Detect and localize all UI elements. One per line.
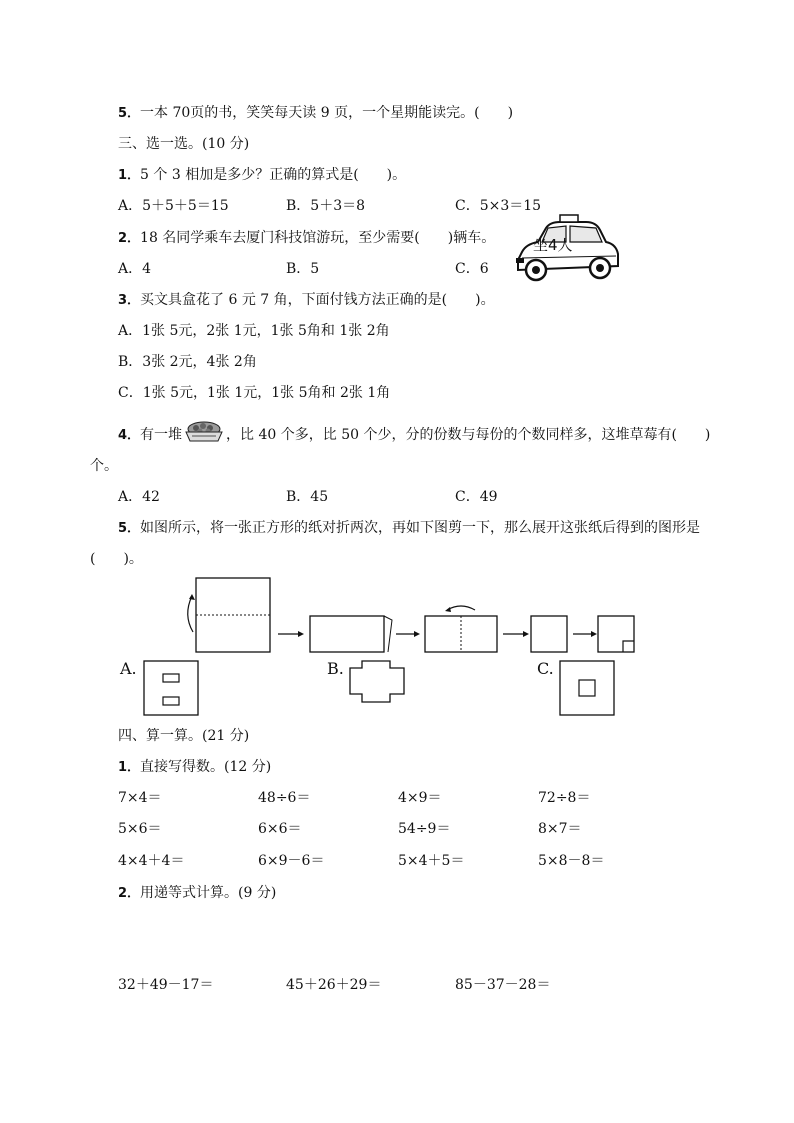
calc-question-1 [118,757,271,778]
calc-item: 5×6＝ [118,821,162,837]
question-text: 买文具盒花了 6 元 7 角，下面付钱方法正确的是( )。 [140,292,495,308]
question-number: 5． [118,521,141,536]
question-number: 1． [118,760,141,775]
calc-item: 72÷8＝ [538,790,591,806]
cut-square [598,616,634,652]
option-b[interactable]: B．5 [286,261,320,277]
step-calc-item: 32＋49－17＝ [118,977,214,993]
question-text: 如图所示，将一张正方形的纸对折两次，再如下图剪一下，那么展开这张纸后得到的图形是 [140,520,701,536]
step-calc-item: 85－37－28＝ [455,977,551,993]
calc-item: 5×4＋5＝ [398,853,465,869]
calc-question-2 [118,883,276,904]
option-b-label[interactable]: B. [327,659,344,678]
question-text-before: 有一堆 [140,427,183,443]
calc-item: 8×7＝ [538,821,582,837]
calc-item: 48÷6＝ [258,790,311,806]
question-number: 2． [118,231,141,246]
option-a[interactable]: A．1张 5元，2张 1元，1张 5角和 1张 2角 [118,323,390,339]
question-text: 用递等式计算。(9 分) [140,885,277,901]
question-text: 5 个 3 相加是多少？正确的算式是( )。 [140,167,407,183]
option-a[interactable]: A．4 [118,261,152,277]
option-a[interactable]: A．5＋5＋5＝15 [118,198,229,214]
option-c[interactable]: C．6 [455,261,489,277]
question-text: 一本 70页的书，笑笑每天读 9 页，一个星期能读完。( ) [140,105,514,121]
question-number: 1． [118,168,141,183]
question-text: 直接写得数。(12 分) [140,759,272,775]
option-c[interactable]: C．49 [455,489,498,505]
option-b[interactable]: B．5＋3＝8 [286,198,366,214]
option-b[interactable]: B．3张 2元，4张 2角 [118,354,257,370]
option-a[interactable]: A．42 [118,489,160,505]
calc-item: 4×4＋4＝ [118,853,185,869]
calc-item: 7×4＝ [118,790,162,806]
small-square [531,616,567,652]
question-number: 3． [118,293,141,308]
calc-item: 4×9＝ [398,790,442,806]
section-3-title: 三、选一选。(10 分) [118,136,250,152]
section-4-title: 四、算一算。(21 分) [118,728,250,744]
calc-item: 6×9－6＝ [258,853,325,869]
question-text-after: ，比 40 个多，比 50 个少，分的份数与每份的个数同样多，这堆草莓有( ) [226,427,711,443]
calc-item: 5×8－8＝ [538,853,605,869]
step-calc-item: 45＋26＋29＝ [286,977,382,993]
question-text: 18 名同学乘车去厦门科技馆游玩，至少需要( )辆车。 [140,230,496,246]
taxi-label: 坐4人 [533,236,573,254]
option-b[interactable]: B．45 [286,489,329,505]
option-c[interactable]: C．1张 5元，1张 1元，1张 5角和 2张 1角 [118,385,391,401]
question-number: 5． [118,106,141,121]
option-c[interactable]: C．5×3＝15 [455,198,542,214]
question-text-line2: 个。 [90,458,118,474]
option-b-figure [350,661,404,702]
option-a-label[interactable]: A. [120,659,137,678]
question-text-line2: ( )。 [90,551,143,567]
calc-item: 6×6＝ [258,821,302,837]
question-number: 2． [118,886,141,901]
question-number: 4． [118,428,141,443]
fold-arrow [188,596,193,632]
option-a-figure [144,661,198,715]
calc-item: 54÷9＝ [398,821,451,837]
folded-rect [310,616,384,652]
option-c-label[interactable]: C. [537,659,554,678]
